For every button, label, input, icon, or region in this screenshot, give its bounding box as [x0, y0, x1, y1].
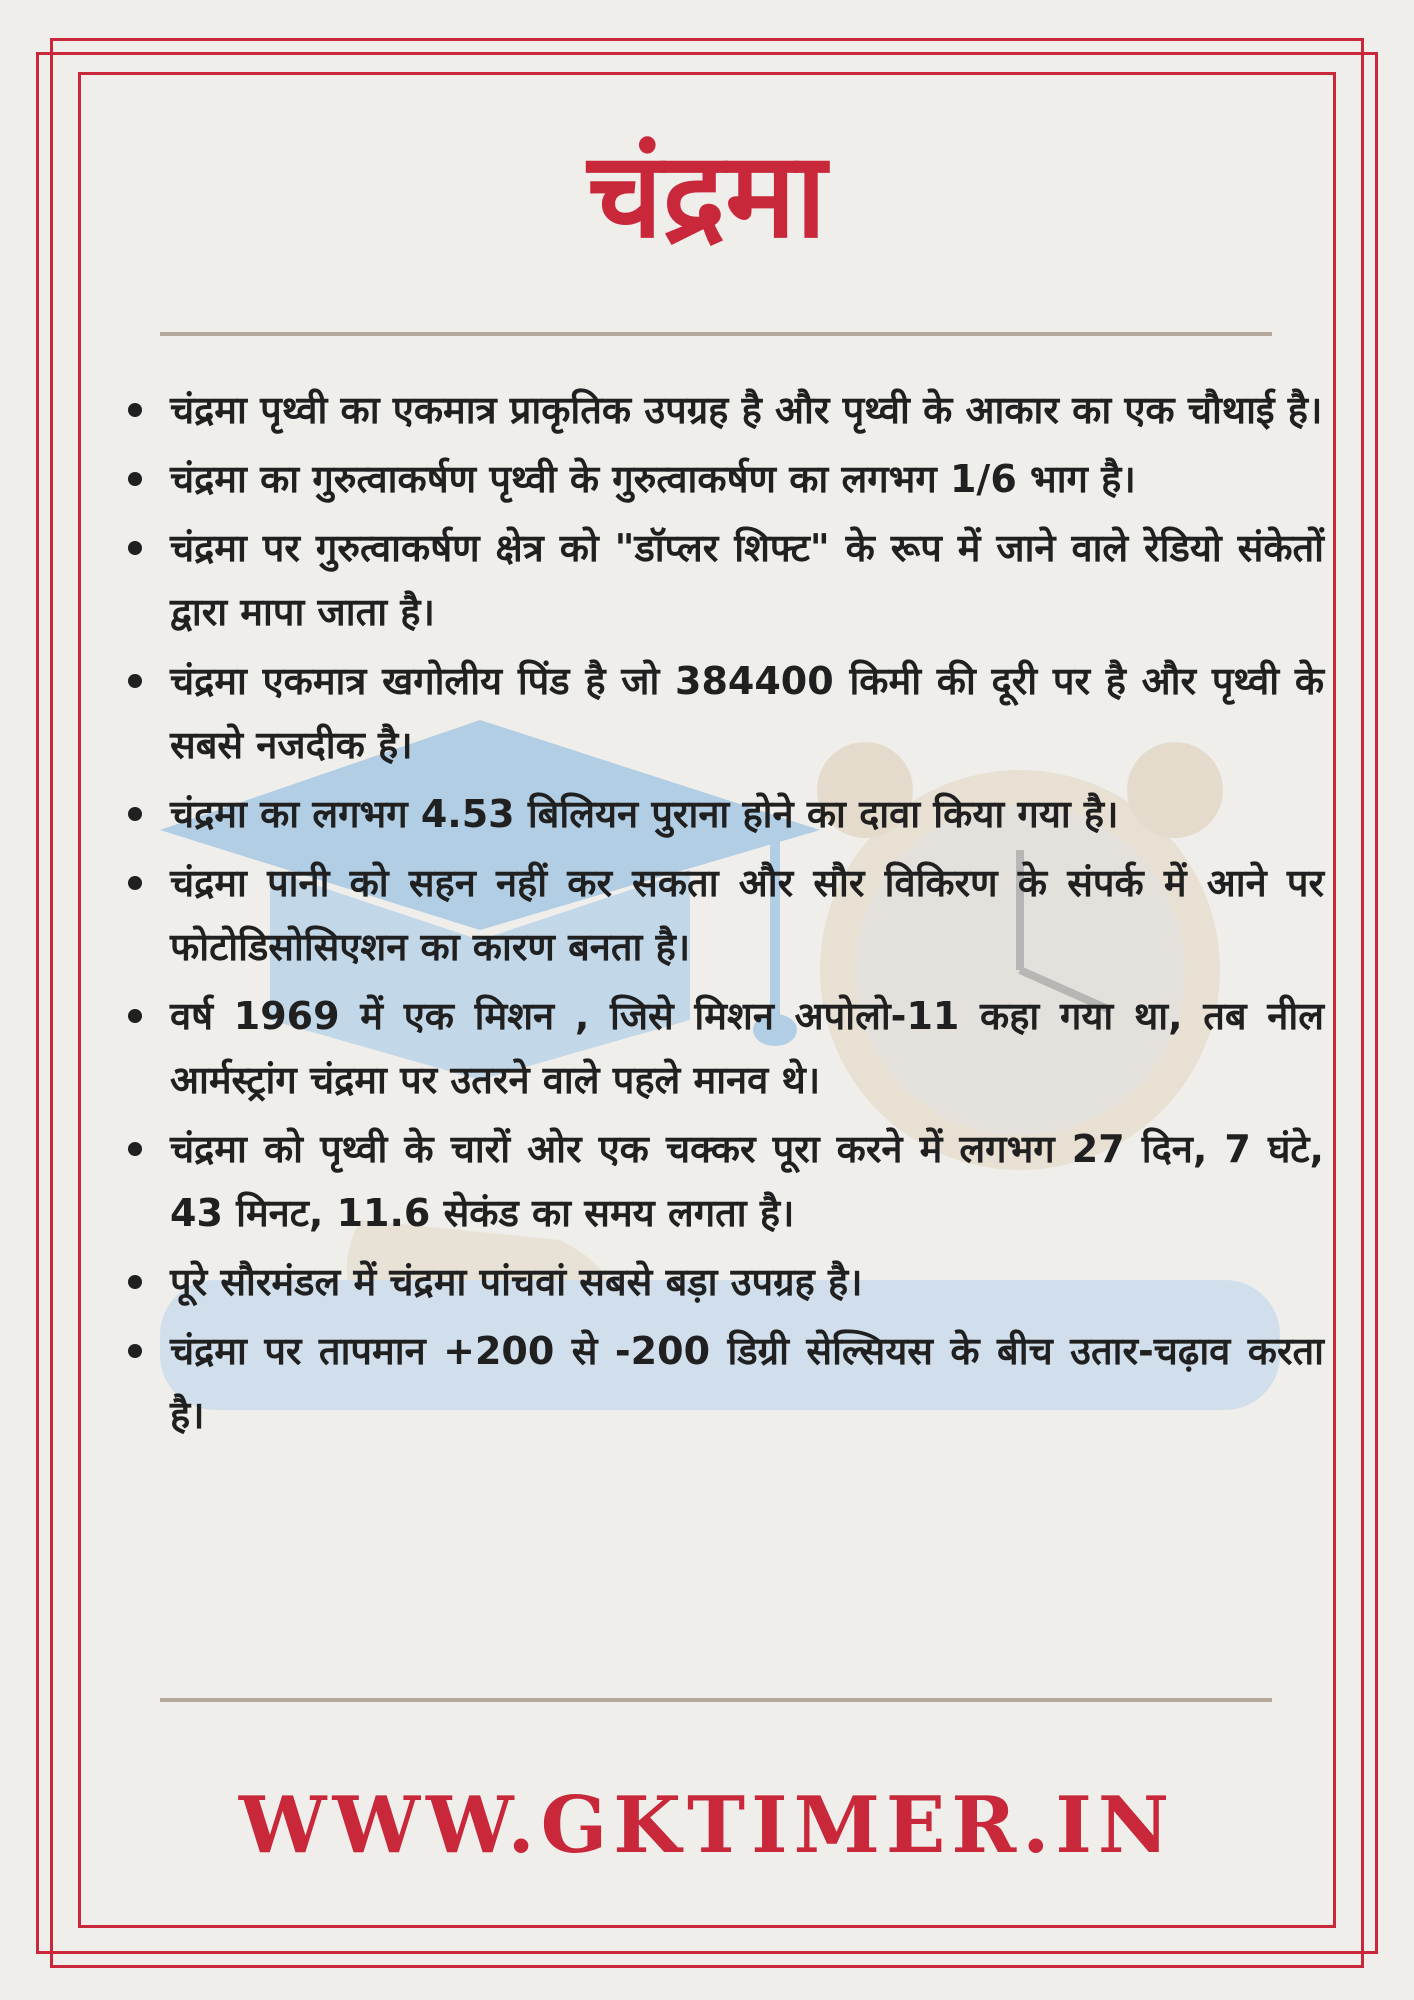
fact-text: चंद्रमा पर गुरुत्वाकर्षण क्षेत्र को "डॉप्लर शिफ्ट" के रूप में जाने वाले रेडियो संकेतों द्वारा मापा जाता है।	[170, 526, 1324, 634]
bullet-icon	[128, 1344, 142, 1358]
fact-text: वर्ष 1969 में एक मिशन , जिसे मिशन अपोलो-11 कहा गया था, तब नील आर्मस्ट्रांग चंद्रमा पर उतरने वाले पहले मानव थे।	[170, 994, 1324, 1102]
list-item	[120, 1319, 1324, 1447]
footer-divider	[160, 1698, 1272, 1702]
list-item	[120, 1117, 1324, 1245]
title-divider	[160, 332, 1272, 336]
fact-text: चंद्रमा पानी को सहन नहीं कर सकता और सौर विकिरण के संपर्क में आने पर फोटोडिसोसिएशन का कारण बनता है।	[170, 861, 1324, 969]
bullet-icon	[128, 403, 142, 417]
fact-text: चंद्रमा का लगभग 4.53 बिलियन पुराना होने का दावा किया गया है।	[170, 792, 1119, 836]
list-item	[120, 1250, 1324, 1314]
list-item	[120, 782, 1324, 846]
fact-list	[120, 378, 1324, 1452]
list-item	[120, 516, 1324, 644]
bullet-icon	[128, 541, 142, 555]
footer-website-url: WWW.GKTIMER.IN	[238, 1780, 1176, 1871]
fact-text: चंद्रमा पर तापमान +200 से -200 डिग्री सेल्सियस के बीच उतार-चढ़ाव करता है।	[170, 1329, 1324, 1437]
page-title: चंद्रमा	[587, 126, 827, 264]
bullet-icon	[128, 876, 142, 890]
bullet-icon	[128, 1275, 142, 1289]
list-item	[120, 447, 1324, 511]
bullet-icon	[128, 1142, 142, 1156]
list-item	[120, 649, 1324, 777]
fact-text: पूरे सौरमंडल में चंद्रमा पांचवां सबसे बड़ा उपग्रह है।	[170, 1260, 863, 1304]
list-item	[120, 851, 1324, 979]
bullet-icon	[128, 472, 142, 486]
list-item	[120, 984, 1324, 1112]
fact-text: चंद्रमा पृथ्वी का एकमात्र प्राकृतिक उपग्रह है और पृथ्वी के आकार का एक चौथाई है।	[170, 388, 1323, 432]
bullet-icon	[128, 807, 142, 821]
bullet-icon	[128, 674, 142, 688]
fact-text: चंद्रमा एकमात्र खगोलीय पिंड है जो 384400 किमी की दूरी पर है और पृथ्वी के सबसे नजदीक है।	[170, 659, 1324, 767]
bullet-icon	[128, 1009, 142, 1023]
list-item	[120, 378, 1324, 442]
fact-text: चंद्रमा को पृथ्वी के चारों ओर एक चक्कर पूरा करने में लगभग 27 दिन, 7 घंटे, 43 मिनट, 11.6 सेकंड का समय लगता है।	[170, 1127, 1324, 1235]
fact-text: चंद्रमा का गुरुत्वाकर्षण पृथ्वी के गुरुत्वाकर्षण का लगभग 1/6 भाग है।	[170, 457, 1136, 501]
